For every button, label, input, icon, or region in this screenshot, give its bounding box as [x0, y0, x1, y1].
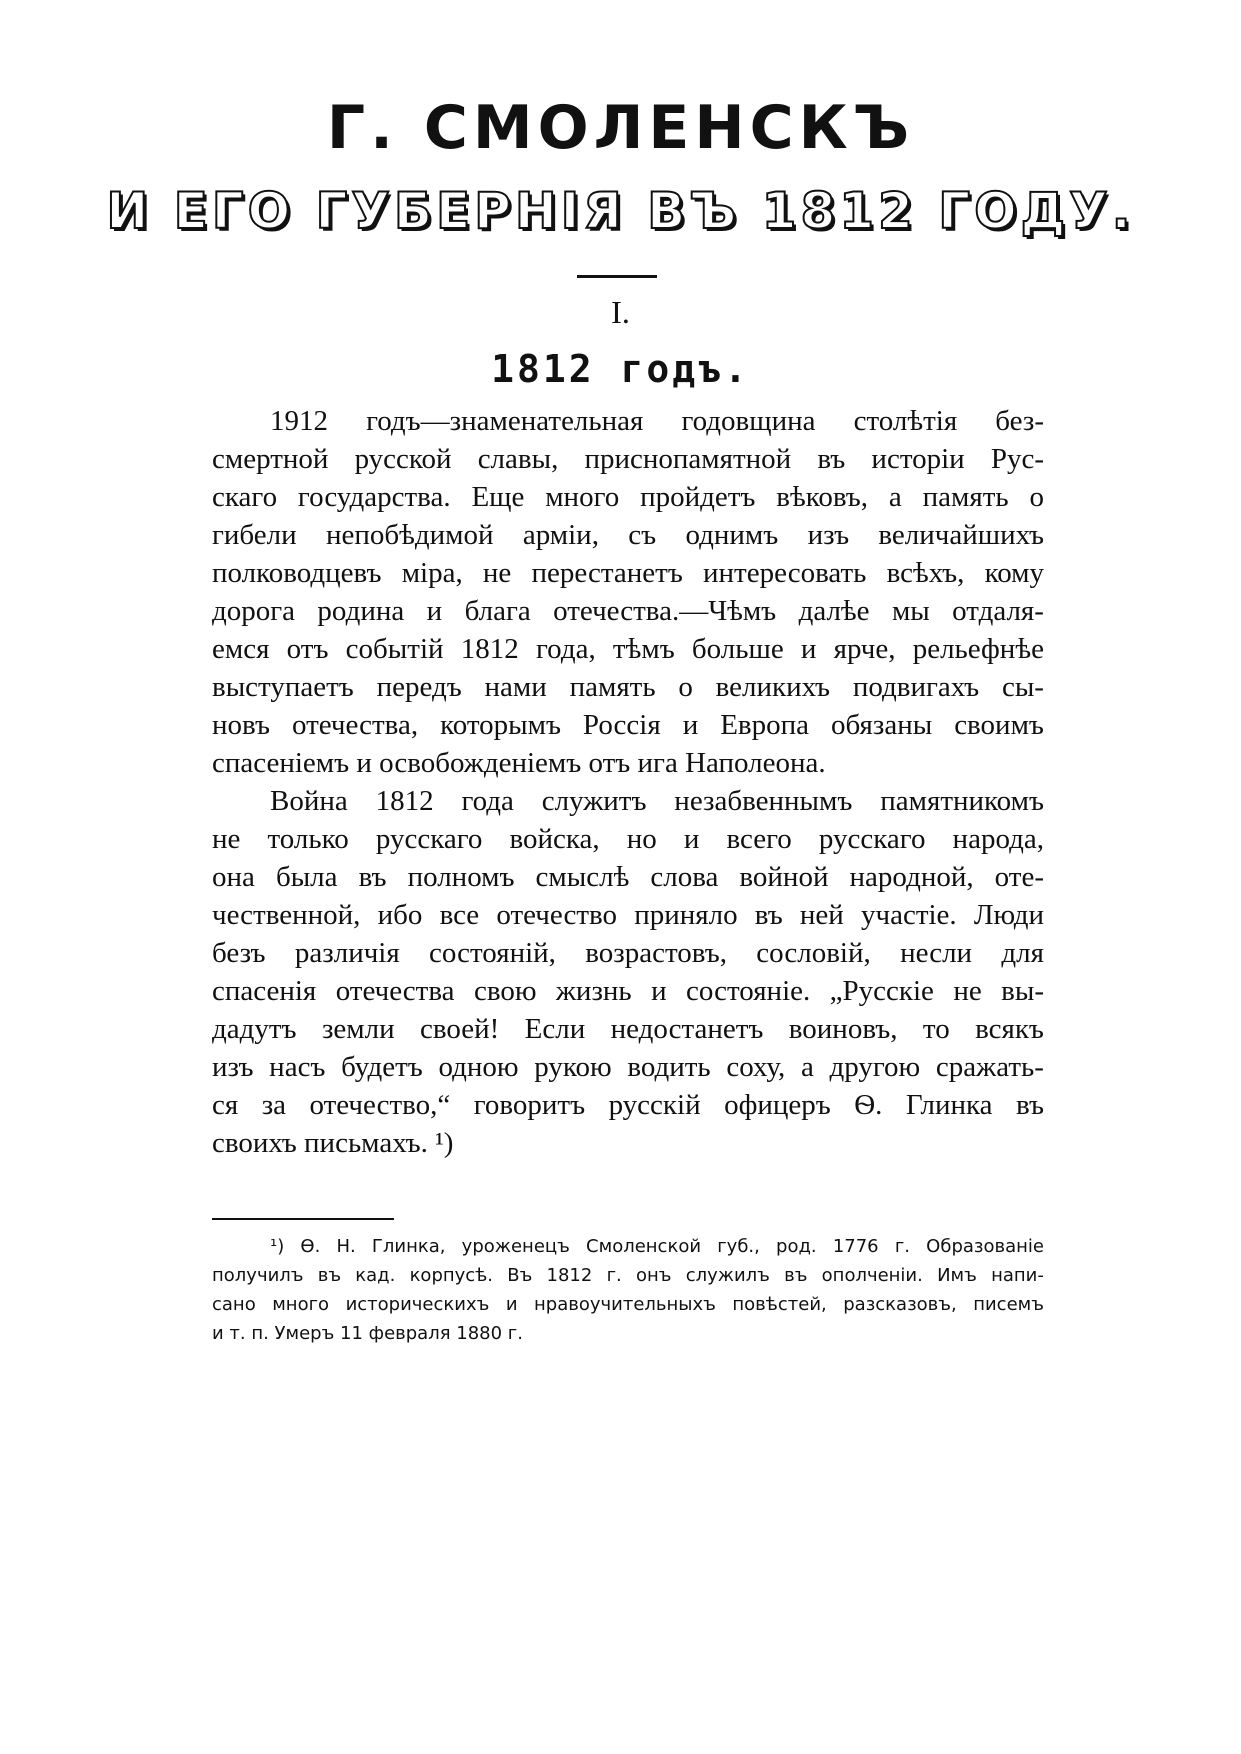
word: напи-	[991, 1265, 1044, 1286]
word: изъ	[807, 519, 850, 551]
word: за	[261, 1089, 287, 1121]
body-line	[212, 1086, 1044, 1124]
word: состояній,	[429, 937, 556, 969]
word: чественной,	[212, 899, 361, 931]
word: офицеръ	[724, 1089, 831, 1121]
word: полководцевъ	[212, 557, 382, 589]
word: будетъ	[341, 1051, 423, 1083]
word: повѣстей,	[732, 1294, 827, 1315]
word: историческихъ	[345, 1294, 490, 1315]
word: губ.,	[717, 1236, 760, 1257]
word: то	[922, 1013, 950, 1045]
word: онъ	[635, 1265, 672, 1286]
word: и	[651, 975, 667, 1007]
body-line-text: спасеніемъ и освобожденіемъ отъ ига Наполеона.	[212, 747, 826, 779]
word: памятникомъ	[880, 785, 1044, 817]
word: ся	[212, 1089, 239, 1121]
word: дорога	[212, 595, 296, 627]
body-line	[212, 668, 1044, 706]
word: выступаетъ	[212, 671, 354, 703]
word: незабвеннымъ	[674, 785, 853, 817]
word: и	[505, 1294, 518, 1315]
word: народной,	[849, 861, 974, 893]
word: столѣтія	[853, 405, 958, 437]
body-line	[212, 478, 1044, 516]
word: сано	[212, 1294, 256, 1315]
word: Ѳ.	[854, 1089, 883, 1121]
body-line-text: своихъ письмахъ. ¹)	[212, 1127, 454, 1159]
word: одною	[438, 1051, 519, 1083]
word: 1812	[546, 1265, 593, 1286]
word: Люди	[973, 899, 1044, 931]
chapter-title: 1812 годъ.	[491, 347, 750, 391]
word: далѣе	[798, 595, 870, 627]
word: уроженецъ	[461, 1236, 570, 1257]
word: міра,	[401, 557, 463, 589]
word: изъ	[212, 1051, 254, 1083]
word: рельефнѣе	[912, 633, 1044, 665]
word: корпусѣ.	[409, 1265, 494, 1286]
word: полномъ	[407, 861, 515, 893]
word: не	[953, 975, 982, 1007]
word: другою	[829, 1051, 921, 1083]
word: непобѣдимой	[325, 519, 494, 551]
word: 1812	[375, 785, 434, 817]
word: но	[626, 823, 657, 855]
word: пройдетъ	[640, 481, 756, 513]
word: интересовать	[703, 557, 867, 589]
word: вы-	[1001, 975, 1044, 1007]
word: соху,	[726, 1051, 786, 1083]
word: русскаго	[375, 823, 483, 855]
word: насъ	[269, 1051, 326, 1083]
footnote-line	[212, 1261, 1044, 1290]
title-divider	[577, 275, 657, 278]
word: возрастовъ,	[585, 937, 727, 969]
word: русскаго	[818, 823, 926, 855]
word: память	[569, 671, 656, 703]
word: сы-	[1001, 671, 1044, 703]
body-line	[212, 1048, 1044, 1086]
page-title: Г. СМОЛЕНСКЪ	[326, 93, 915, 163]
word: всего	[726, 823, 792, 855]
word: и	[682, 709, 699, 741]
word: а	[888, 481, 902, 513]
word: о	[678, 671, 693, 703]
word: Глинка	[905, 1089, 993, 1121]
word: своей!	[419, 1013, 500, 1045]
word: была	[275, 861, 338, 893]
word: много	[272, 1294, 330, 1315]
word: оте-	[994, 861, 1044, 893]
word: событій	[345, 633, 444, 665]
word: слова	[650, 861, 719, 893]
word: Смоленской	[586, 1236, 702, 1257]
body-line	[212, 896, 1044, 934]
word: все	[439, 899, 480, 931]
word: отъ	[286, 633, 329, 665]
word: „Русскіе	[829, 975, 934, 1007]
word: въ	[1016, 1089, 1044, 1121]
body-line	[212, 440, 1044, 478]
word: водить	[627, 1051, 711, 1083]
word: ибо	[377, 899, 423, 931]
word: отечество,“	[309, 1089, 451, 1121]
word: ней	[799, 899, 844, 931]
word: жизнь	[555, 975, 632, 1007]
word: г.	[606, 1265, 622, 1286]
word: Въ	[507, 1265, 533, 1286]
word: земли	[321, 1013, 395, 1045]
word: воиновъ,	[788, 1013, 898, 1045]
word: безъ	[212, 937, 266, 969]
word: участіе.	[860, 899, 957, 931]
word: новъ	[212, 709, 270, 741]
word: обязаны	[831, 709, 933, 741]
word: Европа	[720, 709, 810, 741]
word: различія	[294, 937, 400, 969]
word: годовщина	[681, 405, 816, 437]
word: отечества.—Чѣмъ	[553, 595, 777, 627]
word: Война	[270, 785, 348, 817]
word: рукою	[534, 1051, 612, 1083]
word: свою	[473, 975, 537, 1007]
word: и	[426, 595, 443, 627]
word: отечества,	[291, 709, 419, 741]
chapter-number: I.	[611, 294, 630, 330]
word: 1812	[460, 633, 519, 665]
body-line	[212, 706, 1044, 744]
word: Н.	[336, 1236, 356, 1257]
footnote-line	[212, 1232, 1044, 1261]
word: без-	[995, 405, 1044, 437]
word: съ	[628, 519, 657, 551]
word: служитъ	[541, 785, 647, 817]
word: род.	[776, 1236, 817, 1257]
word: Россія	[582, 709, 661, 741]
word: въ	[817, 443, 846, 475]
word: родина	[317, 595, 405, 627]
word: величайшихъ	[878, 519, 1044, 551]
word: г.	[894, 1236, 910, 1257]
word: нравоучительныхъ	[534, 1294, 716, 1315]
body-line	[212, 782, 1044, 820]
word: мы	[891, 595, 930, 627]
word: народа,	[952, 823, 1044, 855]
word: отечество	[496, 899, 618, 931]
word: великихъ	[715, 671, 831, 703]
word: говоритъ	[473, 1089, 586, 1121]
word: войска,	[509, 823, 600, 855]
word: не	[212, 823, 241, 855]
word: о	[1029, 481, 1044, 513]
word: больше	[691, 633, 784, 665]
word: много	[545, 481, 620, 513]
footnote-divider	[212, 1218, 394, 1220]
word: русскій	[608, 1089, 701, 1121]
word: всякъ	[975, 1013, 1044, 1045]
word: и	[683, 823, 700, 855]
word: отечества	[335, 975, 455, 1007]
word: славы,	[477, 443, 559, 475]
body-line	[212, 972, 1044, 1010]
body-line	[212, 516, 1044, 554]
word: только	[267, 823, 349, 855]
body-line	[212, 820, 1044, 858]
word: арміи,	[522, 519, 599, 551]
word: Если	[524, 1013, 586, 1045]
word: ярче,	[833, 633, 896, 665]
word: сословій,	[756, 937, 871, 969]
word: блага	[464, 595, 531, 627]
word: передъ	[376, 671, 462, 703]
word: кому	[984, 557, 1044, 589]
word: память	[922, 481, 1009, 513]
word: годъ—знаменательная	[366, 405, 644, 437]
word: кад.	[355, 1265, 396, 1286]
word: служилъ	[685, 1265, 770, 1286]
word: недостанетъ	[610, 1013, 764, 1045]
word: ¹)	[270, 1236, 285, 1257]
word: въ	[754, 899, 783, 931]
word: спасенія	[212, 975, 317, 1007]
word: получилъ	[212, 1265, 304, 1286]
word: емся	[212, 633, 270, 665]
word: Рус-	[990, 443, 1044, 475]
body-line	[212, 1010, 1044, 1048]
word: состояніе.	[686, 975, 811, 1007]
word: года,	[535, 633, 596, 665]
body-line	[212, 402, 1044, 440]
word: года	[461, 785, 514, 817]
body-line	[212, 554, 1044, 592]
word: которымъ	[440, 709, 561, 741]
word: Глинка,	[371, 1236, 446, 1257]
word: и	[800, 633, 817, 665]
word: сражать-	[935, 1051, 1044, 1083]
word: разсказовъ,	[843, 1294, 957, 1315]
word: смыслѣ	[535, 861, 630, 893]
word: тѣмъ	[612, 633, 675, 665]
word: въ	[317, 1265, 342, 1286]
word: скаго	[212, 481, 278, 513]
word: перестанетъ	[531, 557, 683, 589]
word: приняло	[634, 899, 738, 931]
word: своимъ	[954, 709, 1044, 741]
word: несли	[900, 937, 973, 969]
word: въ	[358, 861, 387, 893]
word: подвигахъ	[852, 671, 980, 703]
word: дадутъ	[212, 1013, 297, 1045]
word: гибели	[212, 519, 297, 551]
word: отдаля-	[952, 595, 1044, 627]
word: однимъ	[685, 519, 779, 551]
word: войной	[739, 861, 829, 893]
footnote-line	[212, 1319, 1044, 1348]
word: а	[800, 1051, 814, 1083]
word: не	[482, 557, 512, 589]
word: 1776	[832, 1236, 879, 1257]
word: она	[212, 861, 255, 893]
body-line	[212, 858, 1044, 896]
body-line	[212, 592, 1044, 630]
word: русской	[354, 443, 452, 475]
word: нами	[484, 671, 547, 703]
body-line	[212, 744, 1044, 782]
footnote-line	[212, 1290, 1044, 1319]
word: Образованіе	[926, 1236, 1044, 1257]
word: всѣхъ,	[886, 557, 965, 589]
page-subtitle: И ЕГО ГУБЕРНІЯ ВЪ 1812 ГОДУ.	[106, 182, 1135, 240]
word: Имъ	[937, 1265, 977, 1286]
body-line	[212, 934, 1044, 972]
word: государства.	[297, 481, 451, 513]
word: вѣковъ,	[776, 481, 869, 513]
word: писемъ	[973, 1294, 1044, 1315]
word: приснопамятной	[584, 443, 792, 475]
footnote	[212, 1232, 1044, 1348]
body-line	[212, 630, 1044, 668]
word: для	[1001, 937, 1044, 969]
body-line	[212, 1124, 1044, 1162]
footnote-line-text: и т. п. Умеръ 11 февраля 1880 г.	[212, 1323, 523, 1344]
word: Еще	[471, 481, 525, 513]
word: исторіи	[871, 443, 965, 475]
body-text	[212, 402, 1044, 1162]
word: Ѳ.	[300, 1236, 321, 1257]
word: 1912	[270, 405, 328, 437]
word: смертной	[212, 443, 329, 475]
word: ополченіи.	[821, 1265, 923, 1286]
word: въ	[784, 1265, 808, 1286]
